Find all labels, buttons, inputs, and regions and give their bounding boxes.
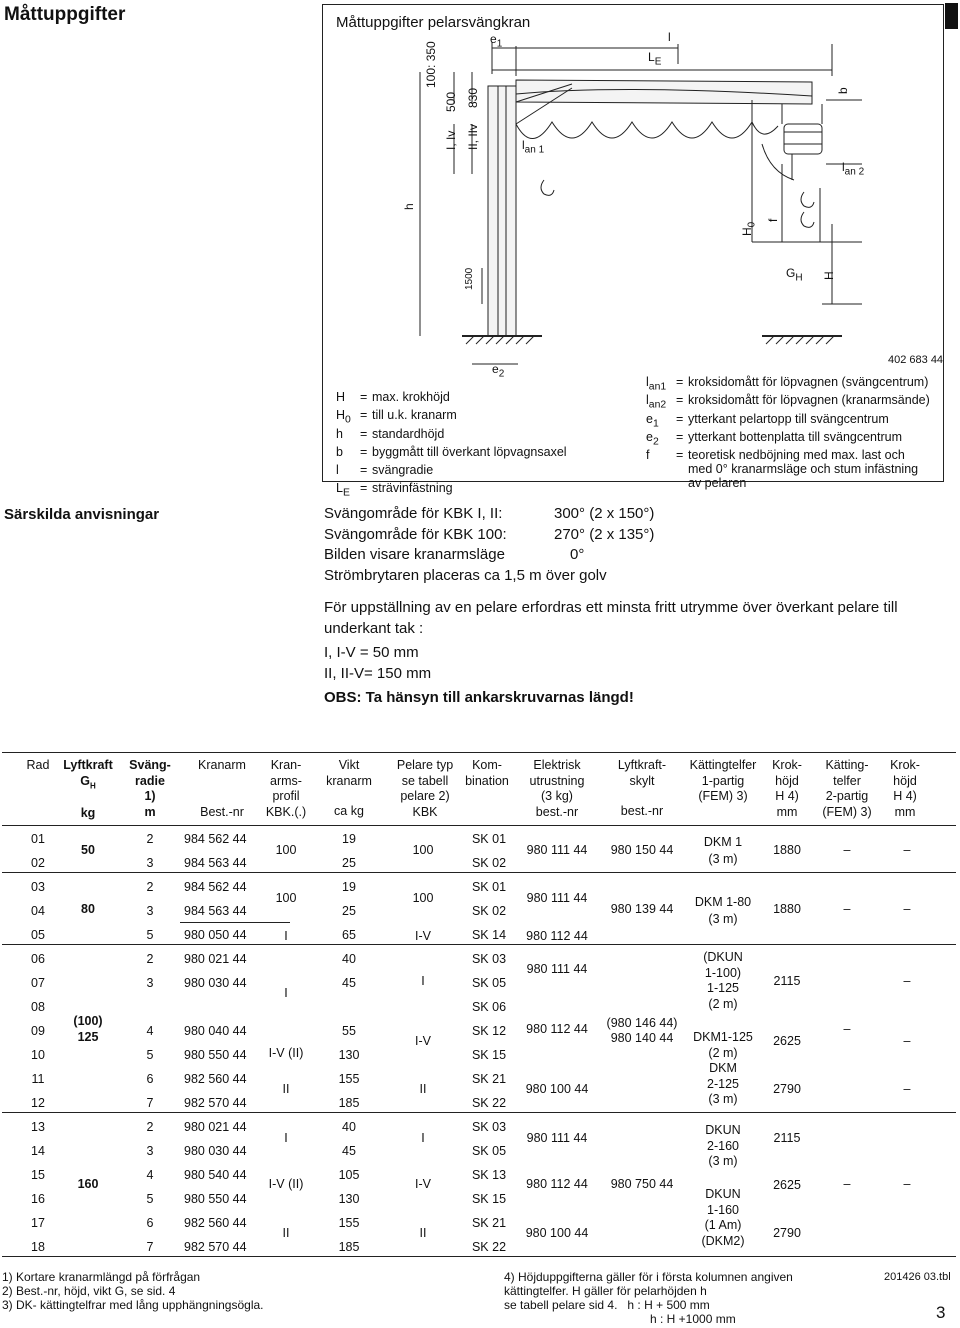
arm-weight: 155 xyxy=(338,1072,360,1086)
arm-weight: 19 xyxy=(342,832,356,846)
figure-code: 402 683 44 xyxy=(888,354,944,366)
swing1-value: 300° (2 x 150°) xyxy=(554,505,655,522)
el-f: 980 111 44 xyxy=(526,1131,588,1145)
telfer-a: DKM 1 (3 m) xyxy=(703,835,743,866)
col-skylt: Lyftkraft- skylt best.-nr xyxy=(617,758,667,818)
arm-order-no: 980 550 44 xyxy=(184,1048,247,1062)
switch-note: Strömbrytaren placeras ca 1,5 m över golv xyxy=(324,566,607,584)
swing-radius: 3 xyxy=(146,904,154,918)
row-number: 17 xyxy=(31,1216,45,1230)
arm-weight: 105 xyxy=(338,1168,360,1182)
arm-weight: 155 xyxy=(338,1216,360,1230)
arm-value: 0° xyxy=(570,546,585,563)
swing1-label: Svängområde för KBK I, II: xyxy=(324,505,503,522)
combination: SK 05 xyxy=(471,1144,507,1158)
dim-h: h xyxy=(402,203,416,210)
dash: – xyxy=(843,1022,851,1036)
arm-weight: 185 xyxy=(338,1096,360,1110)
combination: SK 22 xyxy=(471,1096,507,1110)
skylt-c1: (980 146 44) xyxy=(606,1016,678,1030)
dash: – xyxy=(903,1177,911,1191)
space-i: I, I-V = 50 mm xyxy=(324,644,419,661)
arm-order-no: 980 050 44 xyxy=(184,928,247,942)
el-d: 980 112 44 xyxy=(526,1022,588,1036)
arm-order-no: 980 030 44 xyxy=(184,976,247,990)
krokhojd-g: 2625 xyxy=(773,1178,801,1192)
swing-radius: 5 xyxy=(146,1192,154,1206)
dim-e2: $e_2$ xyxy=(492,362,505,380)
skylt-a: 980 150 44 xyxy=(610,843,674,857)
swing-radius: 3 xyxy=(146,1144,154,1158)
swing-radius: 7 xyxy=(146,1240,154,1254)
combination: SK 14 xyxy=(471,928,507,942)
swing-radius: 2 xyxy=(146,832,154,846)
dim-f: f xyxy=(766,218,780,222)
arm-weight: 25 xyxy=(342,904,356,918)
krokhojd-a: 1880 xyxy=(773,843,801,857)
telfer-f: DKUN 1-160 (1 Am) (DKM2) xyxy=(701,1187,745,1248)
arm-weight: 45 xyxy=(342,1144,356,1158)
dim-500: 500 xyxy=(444,91,458,112)
combination: SK 22 xyxy=(471,1240,507,1254)
krokhojd-e: 2790 xyxy=(773,1082,801,1096)
dim-lan1: $l_{an 1}$ xyxy=(522,138,545,156)
krokhojd-d: 2625 xyxy=(773,1034,801,1048)
dash: – xyxy=(843,1177,851,1191)
swing-radius: 2 xyxy=(146,880,154,894)
col-kombination: Kom- bination xyxy=(465,758,509,788)
row-number: 03 xyxy=(31,880,45,894)
row-number: 10 xyxy=(31,1048,45,1062)
row-number: 18 xyxy=(31,1240,45,1254)
col-rad: Rad xyxy=(26,758,50,772)
combination: SK 21 xyxy=(471,1216,507,1230)
legend-item: l = svängradie xyxy=(336,463,434,478)
pelare-100b: 100 xyxy=(412,891,434,905)
krokhojd-h: 2790 xyxy=(773,1226,801,1240)
dim-b: b xyxy=(836,87,850,94)
arm-weight: 65 xyxy=(342,928,356,942)
arm-weight: 40 xyxy=(342,952,356,966)
legend-item: f = teoretisk nedböjning med max. last och xyxy=(646,448,905,463)
swing-radius: 6 xyxy=(146,1216,154,1230)
legend-item: H = max. krokhöjd xyxy=(336,390,450,404)
swing-radius: 6 xyxy=(146,1072,154,1086)
figure-title: Måttuppgifter pelarsvängkran xyxy=(336,14,531,31)
row-number: 05 xyxy=(31,928,45,942)
combination: SK 15 xyxy=(471,1048,507,1062)
swing2-value: 270° (2 x 135°) xyxy=(554,525,655,543)
row-number: 06 xyxy=(31,952,45,966)
combination: SK 05 xyxy=(471,976,507,990)
pelare-100a: 100 xyxy=(412,843,434,857)
space-note-1: För uppställning av en pelare erfordras ett minsta fritt utrymme över överkant pelare till xyxy=(324,599,898,616)
jib-crane-drawing xyxy=(322,4,944,374)
dim-350: 100: 350 xyxy=(424,41,438,88)
dim-e1: $e_1$ xyxy=(490,32,503,50)
skylt-b: 980 139 44 xyxy=(610,902,674,916)
row-number: 07 xyxy=(31,976,45,990)
dim-lan2: $l_{an 2}$ xyxy=(842,160,865,178)
pelare-ii-a: II xyxy=(419,1082,427,1096)
arm-weight: 130 xyxy=(338,1192,360,1206)
arm-order-no: 980 550 44 xyxy=(184,1192,247,1206)
dim-830: 830 xyxy=(466,87,480,108)
el-g: 980 112 44 xyxy=(526,1177,588,1191)
dash: – xyxy=(903,902,911,916)
row-number: 04 xyxy=(31,904,45,918)
col-krokhojd-1: Krok- höjd H 4) mm xyxy=(772,758,802,819)
arm-order-no: 982 560 44 xyxy=(184,1072,247,1086)
swing-radius: 4 xyxy=(146,1168,154,1182)
row-number: 15 xyxy=(31,1168,45,1182)
page-title: Måttuppgifter xyxy=(4,4,126,25)
legend-item: $L_E$ = strävinfästning xyxy=(336,481,453,499)
pelare-05: I-V xyxy=(415,929,431,943)
col-elektrisk: Elektrisk utrustning (3 kg) best.-nr xyxy=(529,758,585,819)
arm-order-no: 984 563 44 xyxy=(184,856,247,870)
notes-title: Särskilda anvisningar xyxy=(4,506,160,523)
combination: SK 02 xyxy=(471,904,507,918)
pelare-i-a: I xyxy=(421,974,425,988)
col-kranarm: Kranarm Best.-nr xyxy=(198,758,246,819)
skylt-c2: 980 140 44 xyxy=(610,1031,674,1045)
arm-order-no: 980 021 44 xyxy=(184,952,247,966)
arm-weight: 19 xyxy=(342,880,356,894)
row-number: 16 xyxy=(31,1192,45,1206)
space-ii: II, II-V= 150 mm xyxy=(324,664,432,682)
arm-order-no: 982 570 44 xyxy=(184,1240,247,1254)
notes-block xyxy=(324,504,898,709)
combination: SK 01 xyxy=(471,880,507,894)
dim-le: $L_E$ xyxy=(648,50,662,68)
row-number: 14 xyxy=(31,1144,45,1158)
el-a: 980 111 44 xyxy=(526,843,588,857)
lyft-160: 160 xyxy=(77,1177,99,1191)
combination: SK 03 xyxy=(471,952,507,966)
combination: SK 15 xyxy=(471,1192,507,1206)
legend-item: $l_{an2}$ = kroksidomått för löpvagnen (kranarmsände) xyxy=(646,393,930,411)
arm-order-no: 984 562 44 xyxy=(184,880,247,894)
profil-05: I xyxy=(284,929,288,943)
krokhojd-f: 2115 xyxy=(773,1131,801,1145)
combination: SK 03 xyxy=(471,1120,507,1134)
row-number: 11 xyxy=(31,1072,45,1086)
dim-h0: $H_0$ xyxy=(740,221,758,236)
dash: – xyxy=(903,1082,911,1096)
el-05: 980 112 44 xyxy=(526,929,588,943)
combination: SK 01 xyxy=(471,832,507,846)
row-number: 08 xyxy=(31,1000,45,1014)
row-number: 12 xyxy=(31,1096,45,1110)
profil-i-a: I xyxy=(284,986,288,1000)
doc-code: 201426 03.tbl xyxy=(884,1271,951,1283)
dim-H: H xyxy=(822,271,836,280)
space-note-2: underkant tak : xyxy=(324,619,424,637)
legend-item: $l_{an1}$ = kroksidomått för löpvagnen (svängcentrum) xyxy=(646,375,929,393)
col-kattingtelfer-1: Kättingtelfer 1-partig (FEM) 3) xyxy=(689,758,757,803)
pelare-i-b: I xyxy=(421,1131,425,1145)
arm-weight: 185 xyxy=(338,1240,360,1254)
krokhojd-c: 2115 xyxy=(773,974,801,988)
swing-radius: 5 xyxy=(146,928,154,942)
legend-item: h = standardhöjd xyxy=(336,426,445,441)
el-c: 980 111 44 xyxy=(526,962,588,976)
arm-weight: 45 xyxy=(342,976,356,990)
col-kattingtelfer-2: Kätting- telfer 2-partig (FEM) 3) xyxy=(822,758,872,819)
legend-item: $e_2$ = ytterkant bottenplatta till svängcentrum xyxy=(646,429,903,448)
obs-note: OBS: Ta hänsyn till ankarskruvarnas längd! xyxy=(324,689,634,706)
dash: – xyxy=(903,843,911,857)
swing2-label: Svängområde för KBK 100: xyxy=(324,525,507,543)
row-number: 01 xyxy=(31,832,45,846)
lyft-125: 125 xyxy=(77,1030,99,1044)
row-number: 02 xyxy=(31,856,45,870)
dash: – xyxy=(903,974,911,988)
pelare-iv-b: I-V xyxy=(415,1177,431,1191)
pelare-ii-b: II xyxy=(419,1226,427,1240)
dim-l: l xyxy=(668,30,671,44)
skylt-d: 980 750 44 xyxy=(610,1177,674,1191)
profil-ivii-a: I-V (II) xyxy=(268,1046,304,1060)
el-b: 980 111 44 xyxy=(526,891,588,905)
profil-ii-b: II xyxy=(282,1226,290,1240)
swing-radius: 3 xyxy=(146,976,154,990)
swing-radius: 7 xyxy=(146,1096,154,1110)
arm-order-no: 982 560 44 xyxy=(184,1216,247,1230)
swing-radius: 5 xyxy=(146,1048,154,1062)
profil-ii-a: II xyxy=(282,1082,290,1096)
dim-i-iv: I, Iv xyxy=(444,130,458,150)
legend-item: $e_1$ = ytterkant pelartopp till svängcentrum xyxy=(646,411,889,430)
col-profil: Kran- arms- profil KBK.(.) xyxy=(265,758,307,819)
arm-order-no: 984 562 44 xyxy=(184,832,247,846)
swing-radius: 4 xyxy=(146,1024,154,1038)
legend-item: med 0° kranarmsläge och stum infästning xyxy=(688,461,919,476)
swing-radius: 2 xyxy=(146,1120,154,1134)
combination: SK 02 xyxy=(471,856,507,870)
combination: SK 06 xyxy=(471,1000,507,1014)
el-e: 980 100 44 xyxy=(525,1082,589,1096)
legend-item: av pelaren xyxy=(688,475,747,490)
combination: SK 12 xyxy=(471,1024,507,1038)
telfer-e: DKUN 2-160 (3 m) xyxy=(705,1123,741,1168)
col-svangradie: Sväng- radie 1) m xyxy=(129,758,171,819)
arm-order-no: 980 030 44 xyxy=(184,1144,247,1158)
swing-radius: 2 xyxy=(146,952,154,966)
footnotes-right: 4) Höjduppgifterna gäller för i första kolumnen angiven kättingtelfer. H gäller för pelarhöjden h se tabell pelare sid 4. h : H + 500 mm h : H +1000 mm xyxy=(504,1270,793,1326)
arm-weight: 55 xyxy=(342,1024,356,1038)
dash: – xyxy=(843,843,851,857)
dim-1500: 1500 xyxy=(464,267,475,290)
lyft-80: 80 xyxy=(81,902,95,916)
profil-100b: 100 xyxy=(275,891,297,905)
arm-order-no: 984 563 44 xyxy=(184,904,247,918)
dim-ii-iiv: II, IIv xyxy=(466,123,480,150)
legend-right xyxy=(646,376,930,491)
row-number: 13 xyxy=(31,1120,45,1134)
arm-weight: 25 xyxy=(342,856,356,870)
legend-left xyxy=(336,391,567,501)
page-tab-marker xyxy=(945,3,958,29)
arm-order-no: 980 540 44 xyxy=(184,1168,247,1182)
arm-weight: 130 xyxy=(338,1048,360,1062)
lyft-100: (100) xyxy=(73,1014,103,1028)
arm-order-no: 982 570 44 xyxy=(184,1096,247,1110)
krokhojd-b: 1880 xyxy=(773,902,801,916)
profil-i-b: I xyxy=(284,1131,288,1145)
pelare-iv-a: I-V xyxy=(415,1034,431,1048)
page-number: 3 xyxy=(936,1303,946,1322)
telfer-d: DKM1-125 (2 m) DKM 2-125 (3 m) xyxy=(693,1030,753,1106)
combination: SK 13 xyxy=(471,1168,507,1182)
col-pelare: Pelare typ se tabell pelare 2) KBK xyxy=(396,758,454,819)
col-vikt: Vikt kranarm ca kg xyxy=(326,758,372,818)
arm-weight: 40 xyxy=(342,1120,356,1134)
swing-radius: 3 xyxy=(146,856,154,870)
dash: – xyxy=(843,902,851,916)
legend-item: $H_0$ = till u.k. kranarm xyxy=(336,408,457,426)
footnotes-left: 1) Kortare kranarmlängd på förfrågan 2) Best.-nr, höjd, vikt G, se sid. 4 3) DK- kättingtelfrar med lång upphängningsögla. xyxy=(2,1270,264,1312)
telfer-b: DKM 1-80 (3 m) xyxy=(694,895,752,926)
profil-100a: 100 xyxy=(275,843,297,857)
dim-gh: $G_H$ xyxy=(786,266,803,284)
col-lyftkraft: Lyftkraft $G_H$ kg xyxy=(63,758,113,820)
profil-ivii-b: I-V (II) xyxy=(268,1177,304,1191)
telfer-c: (DKUN 1-100) 1-125 (2 m) xyxy=(703,950,743,1011)
row-number: 09 xyxy=(31,1024,45,1038)
el-h: 980 100 44 xyxy=(525,1226,589,1240)
arm-order-no: 980 040 44 xyxy=(184,1024,247,1038)
col-krokhojd-2: Krok- höjd H 4) mm xyxy=(890,758,920,819)
arm-order-no: 980 021 44 xyxy=(184,1120,247,1134)
lyft-50: 50 xyxy=(81,843,95,857)
arm-label: Bilden visare kranarmsläge xyxy=(324,546,505,563)
combination: SK 21 xyxy=(471,1072,507,1086)
legend-item: b = byggmått till överkant löpvagnsaxel xyxy=(336,444,567,459)
dash: – xyxy=(903,1034,911,1048)
